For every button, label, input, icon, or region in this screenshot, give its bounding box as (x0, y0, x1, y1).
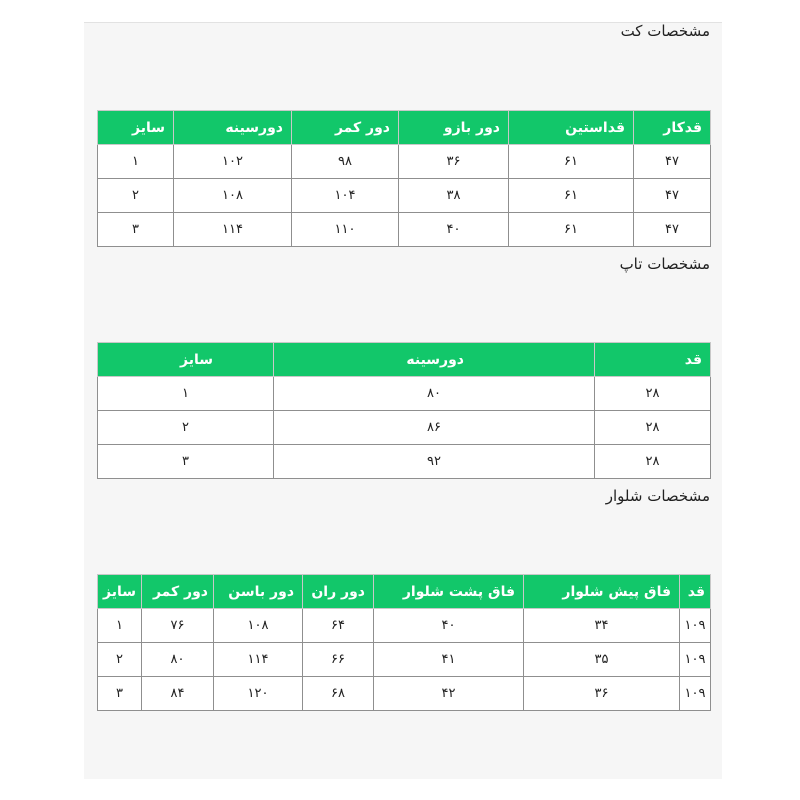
table-cell: ۳۶ (399, 145, 509, 179)
table-cell: ۳ (98, 677, 142, 711)
jacket-spec-heading: مشخصات کت (620, 22, 710, 40)
table-cell: ۸۰ (142, 643, 214, 677)
table-cell: ۶۱ (509, 213, 634, 247)
table-cell: ۶۴ (303, 609, 374, 643)
column-header: قدکار (634, 111, 711, 145)
table-cell: ۹۲ (274, 445, 595, 479)
table-cell: ۳ (98, 213, 174, 247)
column-header: فاق پیش شلوار (524, 575, 680, 609)
table-cell: ۳۸ (399, 179, 509, 213)
table-cell: ۴۰ (374, 609, 524, 643)
column-header: دورسینه (274, 343, 595, 377)
table-cell: ۹۸ (292, 145, 399, 179)
column-header: دور کمر (142, 575, 214, 609)
column-header: قداستین (509, 111, 634, 145)
table-cell: ۴۱ (374, 643, 524, 677)
column-header: دور بازو (399, 111, 509, 145)
table-cell: ۸۴ (142, 677, 214, 711)
column-header: قد (680, 575, 711, 609)
table-cell: ۱ (98, 377, 274, 411)
table-row (98, 377, 711, 411)
table-cell: ۶۱ (509, 179, 634, 213)
table-cell: ۲ (98, 411, 274, 445)
table-cell: ۸۰ (274, 377, 595, 411)
top-size-table (97, 342, 711, 479)
table-cell: ۱۰۸ (174, 179, 292, 213)
column-header: سایز (98, 575, 142, 609)
table-cell: ۱ (98, 609, 142, 643)
table-cell: ۳۶ (524, 677, 680, 711)
pants-spec-heading: مشخصات شلوار (605, 487, 710, 505)
jacket-size-table (97, 110, 711, 247)
table-cell: ۱۰۹ (680, 677, 711, 711)
table-cell: ۴۷ (634, 179, 711, 213)
table-cell: ۴۰ (399, 213, 509, 247)
table-cell: ۷۶ (142, 609, 214, 643)
table-cell: ۲۸ (595, 445, 711, 479)
table-cell: ۱۱۰ (292, 213, 399, 247)
table-cell: ۱۱۴ (214, 643, 303, 677)
table-cell: ۱ (98, 145, 174, 179)
table-row (98, 643, 711, 677)
table-cell: ۱۰۹ (680, 643, 711, 677)
table-header-row (98, 343, 711, 377)
table-header-row (98, 575, 711, 609)
table-header-row (98, 111, 711, 145)
table-row (98, 411, 711, 445)
table-row (98, 609, 711, 643)
table-row (98, 213, 711, 247)
column-header: دور باسن (214, 575, 303, 609)
table-row (98, 179, 711, 213)
pants-size-table (97, 574, 711, 711)
table-cell: ۱۰۲ (174, 145, 292, 179)
table-cell: ۴۷ (634, 213, 711, 247)
table-cell: ۱۰۸ (214, 609, 303, 643)
column-header: فاق پشت شلوار (374, 575, 524, 609)
table-cell: ۱۱۴ (174, 213, 292, 247)
table-cell: ۲۸ (595, 411, 711, 445)
table-cell: ۶۱ (509, 145, 634, 179)
column-header: دور کمر (292, 111, 399, 145)
column-header: سایز (98, 343, 274, 377)
top-spec-heading: مشخصات تاپ (619, 255, 710, 273)
table-cell: ۲ (98, 179, 174, 213)
table-cell: ۱۰۴ (292, 179, 399, 213)
column-header: دور ران (303, 575, 374, 609)
table-cell: ۶۶ (303, 643, 374, 677)
table-cell: ۸۶ (274, 411, 595, 445)
column-header: سایز (98, 111, 174, 145)
table-row (98, 445, 711, 479)
table-cell: ۳۴ (524, 609, 680, 643)
table-row (98, 145, 711, 179)
table-cell: ۴۲ (374, 677, 524, 711)
table-cell: ۱۲۰ (214, 677, 303, 711)
table-cell: ۴۷ (634, 145, 711, 179)
table-cell: ۲۸ (595, 377, 711, 411)
table-cell: ۲ (98, 643, 142, 677)
table-row (98, 677, 711, 711)
table-cell: ۳ (98, 445, 274, 479)
table-cell: ۶۸ (303, 677, 374, 711)
column-header: دورسینه (174, 111, 292, 145)
table-cell: ۳۵ (524, 643, 680, 677)
table-cell: ۱۰۹ (680, 609, 711, 643)
column-header: قد (595, 343, 711, 377)
